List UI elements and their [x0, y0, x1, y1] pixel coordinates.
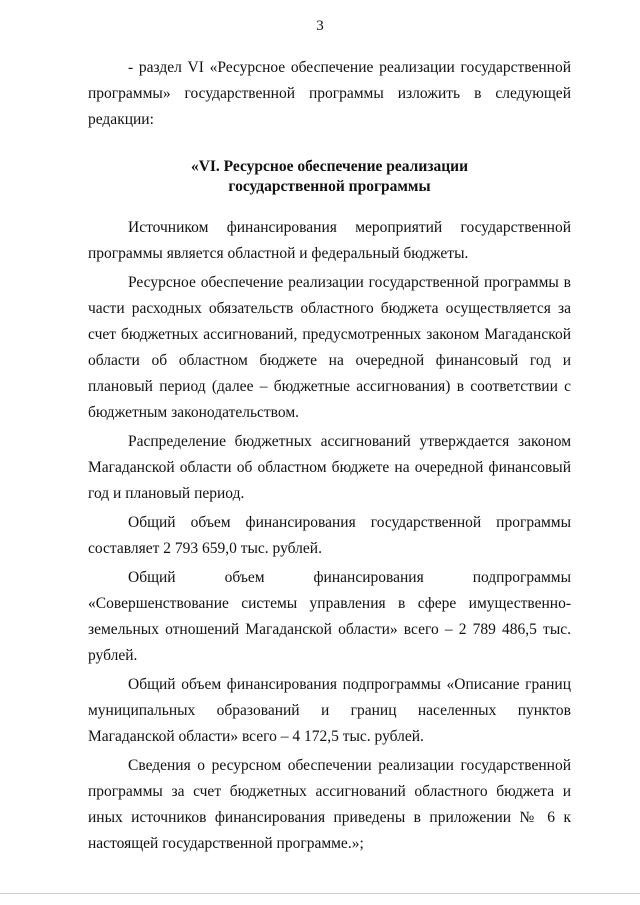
section-heading: [88, 157, 571, 197]
intro-paragraph: - раздел VI «Ресурсное обеспечение реализации государственной программы» государственной программы изложить в следующей редакции:: [88, 59, 571, 128]
page-number: 3: [316, 18, 324, 34]
paragraph-subprogram-management: Общий объем финансирования подпрограммы «Совершенствование системы управления в сфере имущественно-земельных отношений Магаданской области» всего – 2 789 486,5 тыс. рублей.: [88, 569, 571, 664]
paragraph-total-program: Общий объем финансирования государственной программы составляет 2 793 659,0 тыс. рублей.: [88, 514, 571, 557]
document-body: [88, 55, 571, 857]
page-bottom-edge: [0, 893, 640, 894]
paragraph-resource-provision: Ресурсное обеспечение реализации государственной программы в части расходных обязательств областного бюджета осуществляется за счет бюджетных ассигнований, предусмотренных законом Магаданской области об областном бюджете на очередной финансовый год и плановый период (далее – бюджетные ассигнования) в соответствии с бюджетным законодательством.: [88, 274, 571, 421]
paragraph-funding-sources: Источником финансирования мероприятий государственной программы является областной и федеральный бюджеты.: [88, 219, 571, 262]
paragraph-allocation: Распределение бюджетных ассигнований утверждается законом Магаданской области об областном бюджете на очередной финансовый год и плановый период.: [88, 433, 571, 502]
paragraph-information-appendix: Сведения о ресурсном обеспечении реализации государственной программы за счет бюджетных ассигнований областного бюджета и иных источников финансирования приведены в приложении № 6 к настоящей государственной программе.»;: [88, 757, 571, 852]
section-heading-line-1: «VI. Ресурсное обеспечение реализации: [190, 158, 469, 175]
paragraph-subprogram-borders: Общий объем финансирования подпрограммы «Описание границ муниципальных образований и границ населенных пунктов Магаданской области» всего – 4 172,5 тыс. рублей.: [88, 676, 571, 745]
section-heading-line-2: государственной программы: [228, 178, 431, 195]
